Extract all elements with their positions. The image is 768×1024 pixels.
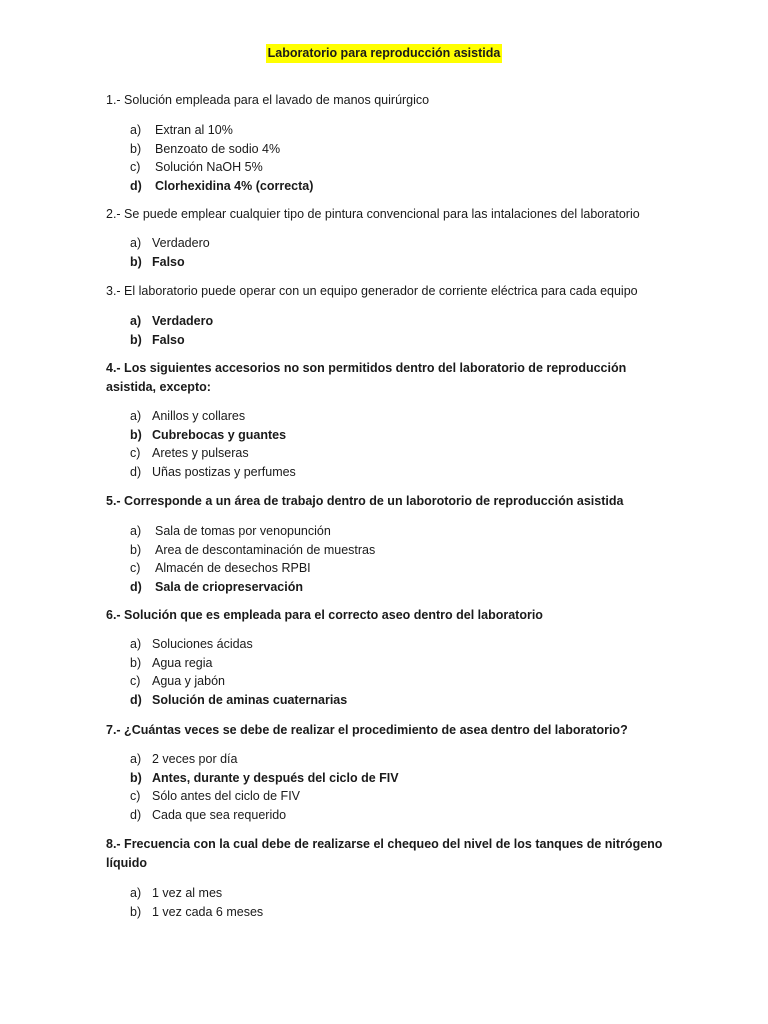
option-text: Solución de aminas cuaternarias [152,692,348,707]
option-text: Anillos y collares [152,409,246,423]
option-6a [130,635,650,654]
document-title: Laboratorio para reproducción asistida [266,44,503,63]
question-1-stem: 1.- Solución empleada para el lavado de manos quirúrgico [106,93,430,107]
option-4c [130,444,650,463]
option-letter: b) [130,332,142,347]
question-4 [106,359,666,397]
option-4d [130,463,650,482]
option-letter: a) [130,123,142,137]
title-wrap [0,44,768,63]
option-text: Verdadero [152,236,210,250]
option-letter: a) [130,236,142,250]
option-3a [130,312,650,331]
question-8 [106,835,666,873]
option-3b [130,331,650,350]
option-letter: a) [130,886,142,900]
option-5b [130,541,650,560]
option-8a [130,884,650,903]
question-3-stem: 3.- El laboratorio puede operar con un equipo generador de corriente eléctrica para cada equipo [106,284,638,298]
option-text: Antes, durante y después del ciclo de FIV [152,770,399,785]
question-7 [106,721,666,740]
option-letter: b) [130,427,142,442]
option-letter: b) [130,770,142,785]
option-letter: c) [130,561,141,576]
option-letter: c) [130,446,141,461]
option-7a [130,750,650,769]
option-letter: c) [130,674,141,689]
option-text: Area de descontaminación de muestras [155,542,376,557]
option-text: Sólo antes del ciclo de FIV [152,789,300,804]
question-2 [106,205,666,224]
option-letter: b) [130,904,142,919]
option-letter: a) [130,409,142,423]
question-8-stem: 8.- Frecuencia con la cual debe de realizarse el chequeo del nivel de los tanques de nitrógeno líquido [106,837,663,870]
option-letter: a) [130,637,142,651]
question-3-options [130,312,650,349]
option-text: 1 vez al mes [152,886,223,900]
option-4b [130,426,650,445]
option-letter: b) [130,655,142,670]
question-4-stem: 4.- Los siguientes accesorios no son permitidos dentro del laboratorio de reproducción asistida, excepto: [106,361,627,394]
option-4a [130,407,650,426]
option-6d [130,691,650,710]
option-text: Solución NaOH 5% [155,160,263,175]
question-1-options [130,121,650,195]
option-letter: a) [130,314,142,328]
option-text: Sala de criopreservación [155,579,303,594]
option-6c [130,672,650,691]
option-text: Falso [152,332,185,347]
option-6b [130,654,650,673]
question-8-options [130,884,650,921]
option-letter: d) [130,178,142,193]
option-7c [130,787,650,806]
option-letter: b) [130,141,142,156]
question-6-stem: 6.- Solución que es empleada para el correcto aseo dentro del laboratorio [106,608,543,622]
question-2-options [130,234,650,271]
option-text: Aretes y pulseras [152,446,249,461]
option-text: Benzoato de sodio 4% [155,141,281,156]
question-5 [106,492,666,511]
option-text: Soluciones ácidas [152,637,253,651]
option-letter: c) [130,160,141,175]
option-8b [130,903,650,922]
option-letter: a) [130,752,142,766]
question-7-options [130,750,650,824]
option-7d [130,806,650,825]
question-4-options [130,407,650,481]
option-5a [130,522,650,541]
question-6-options [130,635,650,709]
option-letter: c) [130,789,141,804]
option-letter: d) [130,579,142,594]
option-text: Agua y jabón [152,674,225,689]
option-letter: d) [130,807,142,822]
option-text: Cada que sea requerido [152,807,287,822]
question-5-options [130,522,650,596]
option-letter: b) [130,542,142,557]
option-1b [130,140,650,159]
question-5-stem: 5.- Corresponde a un área de trabajo dentro de un laborotorio de reproducción asistida [106,494,624,508]
option-text: Agua regia [152,655,213,670]
option-text: Uñas postizas y perfumes [152,464,296,479]
option-letter: d) [130,692,142,707]
option-text: Cubrebocas y guantes [152,427,287,442]
question-7-stem: 7.- ¿Cuántas veces se debe de realizar el procedimiento de asea dentro del laboratorio? [106,723,628,737]
option-letter: b) [130,254,142,269]
option-2a [130,234,650,253]
option-1d [130,177,650,196]
option-1c [130,158,650,177]
option-text: Verdadero [152,314,214,328]
option-text: Extran al 10% [155,123,233,137]
option-text: 2 veces por día [152,752,238,766]
option-text: 1 vez cada 6 meses [152,904,264,919]
option-5c [130,559,650,578]
option-2b [130,253,650,272]
option-letter: a) [130,524,142,538]
option-5d [130,578,650,597]
option-text: Sala de tomas por venopunción [155,524,331,538]
option-text: Almacén de desechos RPBI [155,561,311,576]
question-1 [106,91,666,110]
question-3 [106,282,666,301]
option-text: Clorhexidina 4% (correcta) [155,178,314,193]
question-6 [106,606,666,625]
option-7b [130,769,650,788]
option-text: Falso [152,254,185,269]
option-letter: d) [130,464,142,479]
option-1a [130,121,650,140]
question-2-stem: 2.- Se puede emplear cualquier tipo de pintura convencional para las intalaciones del laboratorio [106,207,640,221]
